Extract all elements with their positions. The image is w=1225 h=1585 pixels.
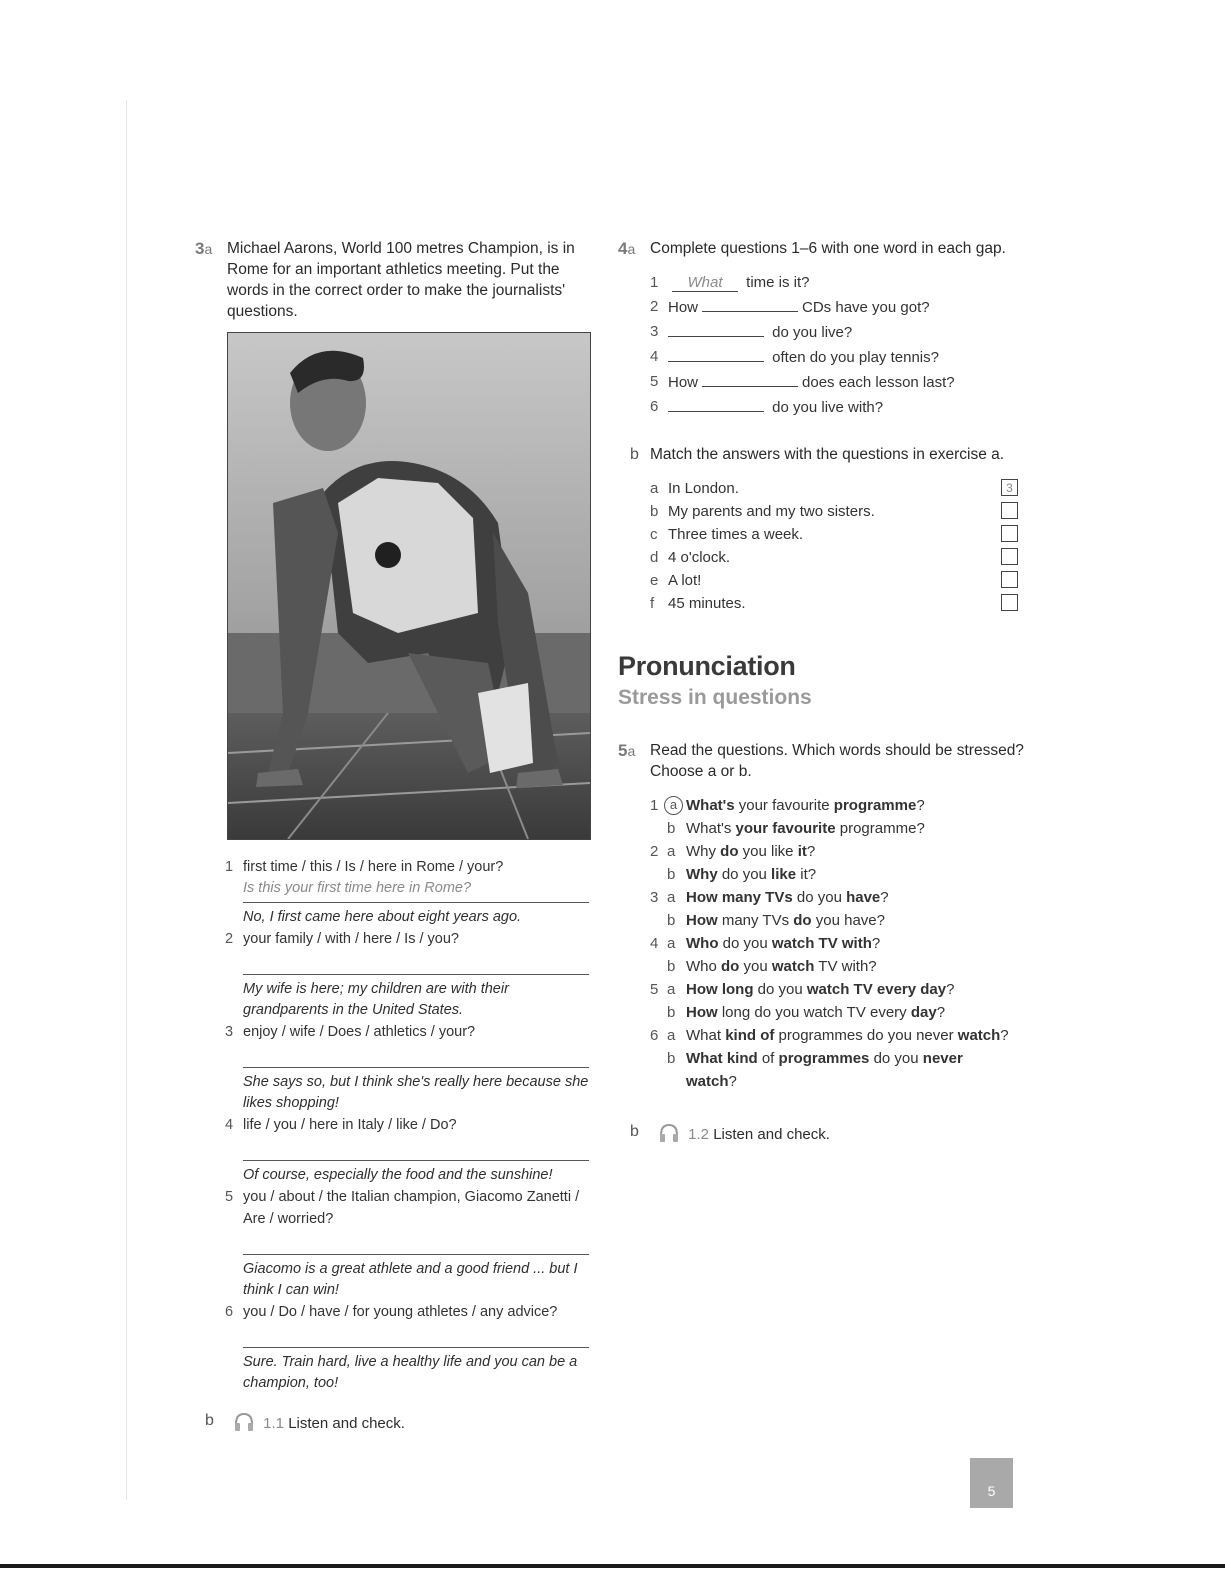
stress-option[interactable]: 5 a How long do you watch TV every day?	[650, 981, 955, 998]
exercise-letter: b	[630, 1123, 639, 1140]
stress-option[interactable]: 4 a Who do you watch TV with?	[650, 935, 881, 952]
question-item-2	[227, 928, 589, 1021]
stress-option[interactable]: 6 a What kind of programmes do you never watch?	[650, 1027, 1009, 1044]
exercise-number: 4a	[618, 239, 636, 258]
question-number: 1	[225, 859, 234, 875]
interview-answer: Giacomo is a great athlete and a good friend ... but I think I can win!	[243, 1261, 578, 1298]
gap-question-2: 2 How CDs have you got?	[650, 295, 1028, 320]
athlete-photo	[227, 332, 591, 840]
match-item-b: b My parents and my two sisters.	[650, 500, 1018, 523]
match-item-d: d 4 o'clock.	[650, 546, 1018, 569]
stress-option-continued: watch?	[686, 1073, 737, 1090]
question-number: 4	[225, 1117, 234, 1133]
listen-instruction: Listen and check.	[288, 1414, 405, 1432]
listen-and-check-5b	[630, 1123, 1028, 1147]
match-answers-list	[650, 477, 1018, 615]
stress-option[interactable]: b What's your favourite programme?	[667, 820, 925, 837]
exercise-4a-instruction: 4a Complete questions 1–6 with one word in each gap.	[618, 239, 1006, 258]
stress-option[interactable]: b Who do you watch TV with?	[667, 958, 877, 975]
exercise-5a-instruction: 5a Read the questions. Which words should be stressed? Choose a or b.	[618, 741, 1024, 780]
gap-input-1[interactable]: What	[672, 275, 738, 292]
gap-question-3: 3 do you live?	[650, 320, 1028, 345]
gap-question-1: 1 What time is it?	[650, 274, 810, 291]
answer-line-3[interactable]	[243, 1045, 589, 1068]
question-item-6	[227, 1301, 589, 1394]
answer-line-4[interactable]	[243, 1138, 589, 1161]
interview-answer: No, I first came here about eight years ago.	[243, 909, 522, 925]
selected-option-circle: a	[664, 796, 683, 815]
audio-track-code: 1.1	[263, 1414, 285, 1432]
stress-option[interactable]: b How many TVs do you have?	[667, 912, 885, 929]
stress-options-list	[650, 794, 1028, 1093]
answer-line-1[interactable]: Is this your first time here in Rome?	[243, 880, 589, 903]
question-prompt: enjoy / wife / Does / athletics / your?	[243, 1024, 476, 1040]
match-item-e: e A lot!	[650, 569, 1018, 592]
question-number: 6	[225, 1304, 234, 1320]
interview-answer: My wife is here; my children are with their grandparents in the United States.	[243, 981, 509, 1018]
exercise-letter: b	[205, 1412, 214, 1429]
exercise-4b-instruction: b Match the answers with the questions in exercise a.	[630, 446, 1005, 463]
stress-option[interactable]: 3 a How many TVs do you have?	[650, 889, 889, 906]
section-title: Pronunciation	[618, 651, 796, 681]
answer-line-5[interactable]	[243, 1232, 589, 1255]
gap-input-3[interactable]	[668, 320, 764, 337]
stress-option[interactable]: b How long do you watch TV every day?	[667, 1004, 946, 1021]
question-prompt: your family / with / here / Is / you?	[243, 931, 459, 947]
question-item-4	[227, 1114, 589, 1186]
athlete-illustration	[228, 333, 590, 839]
gap-input-4[interactable]	[668, 345, 764, 362]
stress-option[interactable]: 1 a What's your favourite programme?	[650, 797, 925, 814]
match-item-f: f 45 minutes.	[650, 592, 1018, 615]
headphones-icon[interactable]	[658, 1123, 680, 1147]
answer-box[interactable]	[1001, 571, 1018, 588]
interview-answer: Of course, especially the food and the sunshine!	[243, 1167, 553, 1183]
section-subtitle: Stress in questions	[618, 686, 812, 709]
exercise-3a-instruction: 3a Michael Aarons, World 100 metres Champion, is in Rome for an important athletics meeting. Put the words in the correct order to make the journalists' questions.	[195, 239, 575, 320]
gap-question-6: 6 do you live with?	[650, 395, 1028, 420]
question-prompt: you / Do / have / for young athletes / any advice?	[243, 1304, 558, 1320]
stress-option[interactable]: 2 a Why do you like it?	[650, 843, 816, 860]
gap-input-2[interactable]	[702, 295, 798, 312]
reorder-question-list	[227, 856, 589, 1394]
answer-box[interactable]	[1001, 594, 1018, 611]
answer-box[interactable]	[1001, 548, 1018, 565]
answer-box[interactable]	[1001, 525, 1018, 542]
page-number: 5	[970, 1458, 1013, 1508]
headphones-icon[interactable]	[233, 1412, 255, 1436]
match-item-c: c Three times a week.	[650, 523, 1018, 546]
interview-answer: Sure. Train hard, live a healthy life and you can be a champion, too!	[243, 1354, 578, 1391]
scan-bottom-edge	[0, 1564, 1225, 1568]
exercise-number: 3a	[195, 239, 213, 258]
listen-and-check-3b	[205, 1412, 595, 1436]
gap-fill-list	[650, 271, 1028, 420]
gap-question-5: 5 How does each lesson last?	[650, 370, 1028, 395]
audio-track-code: 1.2	[688, 1125, 710, 1143]
answer-box[interactable]	[1001, 502, 1018, 519]
stress-option[interactable]: b What kind of programmes do you never	[667, 1050, 963, 1067]
gap-input-6[interactable]	[668, 395, 764, 412]
question-prompt: first time / this / Is / here in Rome / your?	[243, 859, 504, 875]
question-item-1	[227, 856, 589, 928]
exercise-4-5-column	[618, 238, 1028, 1147]
match-item-a: a In London. 3	[650, 477, 1018, 500]
question-number: 2	[225, 931, 234, 947]
exercise-number: 5a	[618, 741, 636, 760]
interview-answer: She says so, but I think she's really here because she likes shopping!	[243, 1074, 589, 1111]
question-item-3	[227, 1021, 589, 1114]
question-item-5	[227, 1186, 589, 1301]
answer-line-2[interactable]	[243, 952, 589, 975]
gap-question-4: 4 often do you play tennis?	[650, 345, 1028, 370]
question-prompt: you / about / the Italian champion, Giacomo Zanetti / Are / worried?	[243, 1189, 580, 1227]
question-prompt: life / you / here in Italy / like / Do?	[243, 1117, 457, 1133]
question-number: 5	[225, 1189, 234, 1205]
gap-input-5[interactable]	[702, 370, 798, 387]
answer-line-6[interactable]	[243, 1325, 589, 1348]
stress-option[interactable]: b Why do you like it?	[667, 866, 817, 883]
answer-box[interactable]: 3	[1001, 479, 1018, 496]
question-number: 3	[225, 1024, 234, 1040]
exercise-3-column	[195, 238, 595, 1436]
page-binding-line	[126, 100, 127, 1500]
exercise-letter: b	[630, 446, 639, 463]
listen-instruction: Listen and check.	[713, 1125, 830, 1143]
